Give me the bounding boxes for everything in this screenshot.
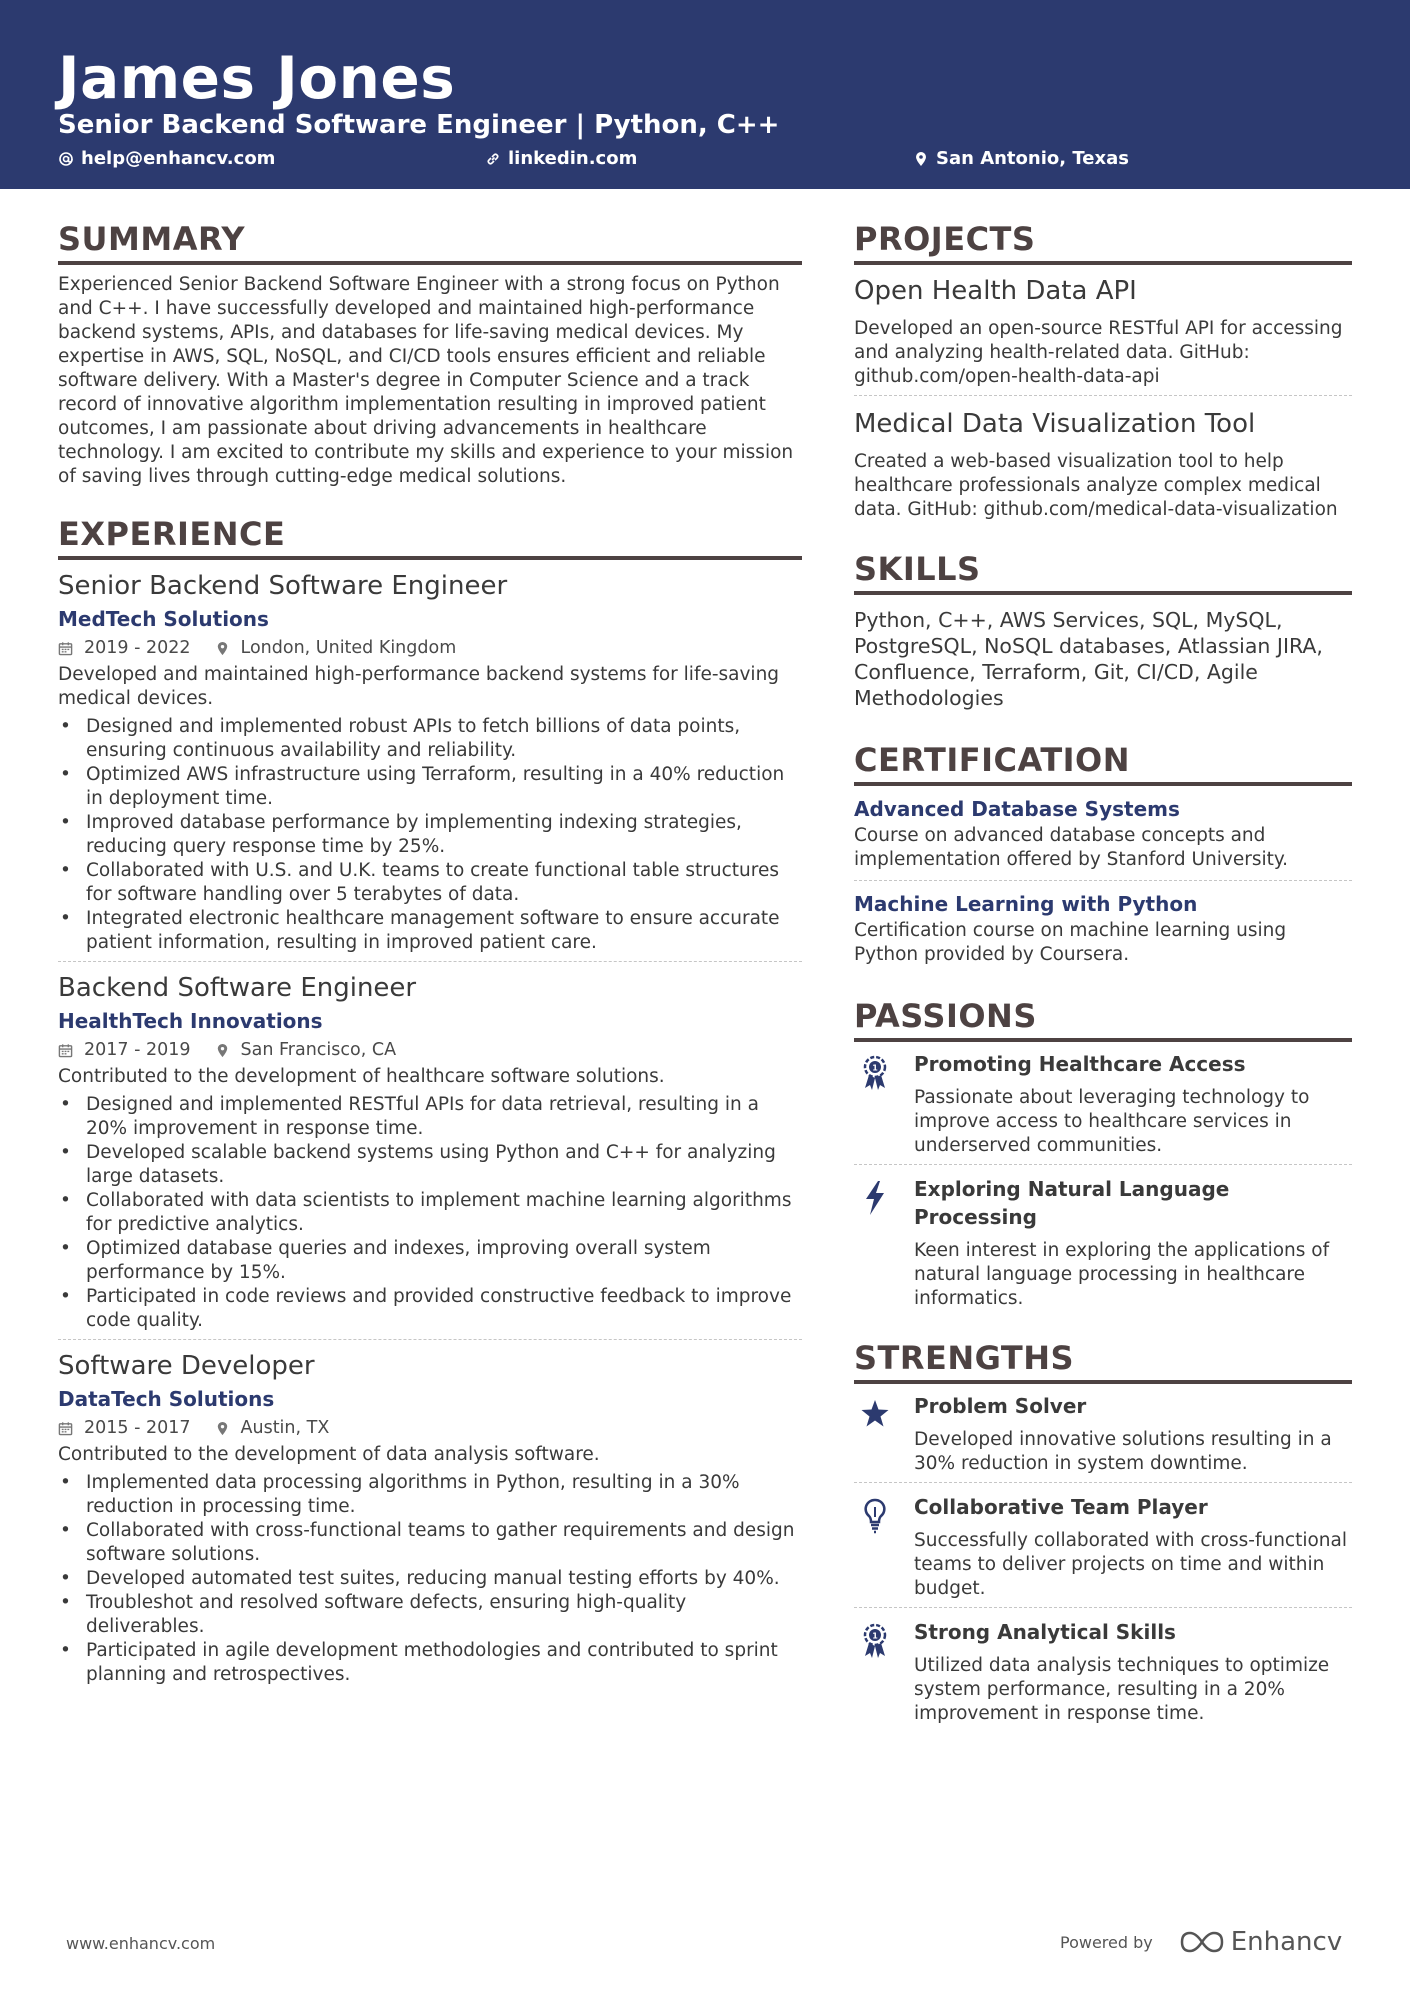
bullet-item: • Collaborated with U.S. and U.K. teams to create functional table structures for software handling over 5 terabytes of data.: [58, 859, 802, 907]
map-pin-icon: [215, 641, 230, 656]
passion-title: Exploring Natural Language Processing: [914, 1177, 1230, 1229]
enhancv-logo[interactable]: [1179, 1927, 1342, 1957]
strength-description: Developed innovative solutions resulting in a 30% reduction in system downtime.: [914, 1429, 1332, 1474]
candidate-headline: Senior Backend Software Engineer | Python, C++: [58, 110, 780, 140]
strength-entry: [854, 1392, 1352, 1483]
job-entry: [58, 970, 802, 1340]
link-icon: [485, 151, 501, 167]
brand-text: Enhancv: [1230, 1927, 1343, 1957]
job-description: Developed and maintained high-performance backend systems for life-saving medical devices.: [58, 664, 780, 709]
location-text: San Antonio, Texas: [936, 148, 1129, 169]
bullet-item: • Optimized AWS infrastructure using Terraform, resulting in a 40% reduction in deployment time.: [58, 763, 802, 811]
passion-entry: [854, 1175, 1352, 1317]
project-description: Created a web-based visualization tool to help healthcare professionals analyze complex medical data. GitHub: github.com/medical-data-visualization: [854, 451, 1338, 520]
summary-text: Experienced Senior Backend Software Engineer with a strong focus on Python and C++. I have successfully developed and maintained high-performance backend systems, APIs, and databases for life-saving medical devices. My expertise in AWS, SQL, NoSQL, and CI/CD tools ensures efficient and reliable software delivery. With a Master's degree in Computer Science and a track record of innovative algorithm implementation resulting in improved patient outcomes, I am passionate about driving advancements in healthcare technology. I am excited to contribute my skills and experience to your mission of saving lives through cutting-edge medical solutions.: [58, 274, 794, 487]
email-text: help@enhancv.com: [81, 148, 276, 169]
job-bullets: [58, 1093, 802, 1333]
strength-description: Utilized data analysis techniques to optimize system performance, resulting in a 20% improvement in response time.: [914, 1655, 1330, 1724]
calendar-icon: [58, 641, 73, 656]
certification-description: Course on advanced database concepts and implementation offered by Stanford University.: [854, 825, 1289, 870]
certification-name: Advanced Database Systems: [854, 797, 1180, 821]
passion-body: [914, 1050, 1352, 1158]
company-name: HealthTech Innovations: [58, 1009, 323, 1033]
company-name: MedTech Solutions: [58, 607, 269, 631]
job-bullets: [58, 715, 802, 955]
bullet-item: • Participated in agile development methodologies and contributed to sprint planning and retrospectives.: [58, 1639, 802, 1687]
strength-body: [914, 1618, 1352, 1726]
bullet-item: • Designed and implemented RESTful APIs for data retrieval, resulting in a 20% improvement in response time.: [58, 1093, 802, 1141]
contact-linkedin[interactable]: [485, 148, 637, 169]
certification-section: [854, 741, 1352, 975]
job-entry: [58, 1348, 802, 1693]
footer-branding: [1060, 1927, 1342, 1957]
strength-entry: [854, 1618, 1352, 1732]
certification-entry: [854, 889, 1352, 975]
bullet-item: • Developed automated test suites, reducing manual testing efforts by 40%.: [58, 1567, 802, 1591]
strength-title: Strong Analytical Skills: [914, 1620, 1176, 1644]
project-entry: [854, 273, 1352, 396]
strength-entry: [854, 1493, 1352, 1608]
job-title: Software Developer: [58, 1351, 315, 1381]
projects-section: [854, 220, 1352, 528]
job-title: Backend Software Engineer: [58, 973, 417, 1003]
passion-body: [914, 1175, 1352, 1311]
map-pin-icon: [215, 1043, 230, 1058]
strength-description: Successfully collaborated with cross-functional teams to deliver projects on time and within budget.: [914, 1530, 1348, 1599]
strengths-section: [854, 1339, 1352, 1732]
job-location: San Francisco, CA: [240, 1040, 397, 1060]
experience-section: [58, 515, 802, 1693]
strength-body: [914, 1392, 1352, 1476]
bullet-item: • Optimized database queries and indexes, improving overall system performance by 15%.: [58, 1237, 802, 1285]
project-entry: [854, 406, 1352, 528]
experience-title: EXPERIENCE: [58, 515, 802, 560]
lightning-bolt-icon: [854, 1175, 914, 1311]
strength-body: [914, 1493, 1352, 1601]
projects-title: PROJECTS: [854, 220, 1352, 265]
job-location: Austin, TX: [240, 1418, 330, 1438]
job-dates: 2017 - 2019: [84, 1040, 191, 1060]
passion-title: Promoting Healthcare Access: [914, 1052, 1246, 1076]
bullet-item: • Troubleshot and resolved software defects, ensuring high-quality deliverables.: [58, 1591, 802, 1639]
right-column: [854, 220, 1352, 1732]
skills-title: SKILLS: [854, 550, 1352, 595]
project-title: Medical Data Visualization Tool: [854, 409, 1256, 439]
passion-description: Passionate about leveraging technology to improve access to healthcare services in underserved communities.: [914, 1087, 1310, 1156]
bullet-item: • Collaborated with cross-functional teams to gather requirements and design software solutions.: [58, 1519, 802, 1567]
job-entry: [58, 568, 802, 962]
company-name: DataTech Solutions: [58, 1387, 275, 1411]
job-meta: [58, 1414, 802, 1442]
powered-by-label: Powered by: [1060, 1932, 1153, 1952]
calendar-icon: [58, 1043, 73, 1058]
skills-section: [854, 550, 1352, 711]
bullet-item: • Improved database performance by implementing indexing strategies, reducing query response time by 25%.: [58, 811, 802, 859]
bullet-item: • Developed scalable backend systems using Python and C++ for analyzing large datasets.: [58, 1141, 802, 1189]
linkedin-text: linkedin.com: [508, 148, 638, 169]
candidate-name: James Jones: [58, 44, 456, 112]
map-pin-icon: [913, 151, 929, 167]
certification-entry: [854, 794, 1352, 881]
resume-header: [0, 0, 1410, 189]
passions-section: [854, 997, 1352, 1317]
job-meta: [58, 634, 802, 662]
certification-name: Machine Learning with Python: [854, 892, 1198, 916]
summary-section: [58, 220, 802, 489]
award-ribbon-icon: [854, 1618, 914, 1726]
passion-description: Keen interest in exploring the applications of natural language processing in healthcare informatics.: [914, 1240, 1330, 1309]
job-description: Contributed to the development of data analysis software.: [58, 1444, 600, 1465]
lightbulb-icon: [854, 1493, 914, 1601]
svg-text:1: 1: [872, 1063, 878, 1073]
job-dates: 2015 - 2017: [84, 1418, 191, 1438]
enhancv-logo-icon: [1179, 1929, 1225, 1955]
star-icon: [854, 1392, 914, 1476]
strength-title: Problem Solver: [914, 1394, 1087, 1418]
contact-email[interactable]: [58, 148, 275, 169]
bullet-item: • Participated in code reviews and provided constructive feedback to improve code quality.: [58, 1285, 802, 1333]
strengths-title: STRENGTHS: [854, 1339, 1352, 1384]
job-location: London, United Kingdom: [240, 638, 457, 658]
project-description: Developed an open-source RESTful API for accessing and analyzing health-related data. GitHub: github.com/open-health-data-api: [854, 318, 1343, 387]
certification-description: Certification course on machine learning using Python provided by Coursera.: [854, 920, 1287, 965]
at-icon: [58, 151, 74, 167]
summary-title: SUMMARY: [58, 220, 802, 265]
skills-list: Python, C++, AWS Services, SQL, MySQL, PostgreSQL, NoSQL databases, Atlassian JIRA, Confluence, Terraform, Git, CI/CD, Agile Methodologies: [854, 608, 1323, 710]
passions-title: PASSIONS: [854, 997, 1352, 1042]
svg-text:1: 1: [872, 1631, 878, 1641]
award-ribbon-icon: [854, 1050, 914, 1158]
passion-entry: [854, 1050, 1352, 1165]
job-title: Senior Backend Software Engineer: [58, 571, 508, 601]
bullet-item: • Implemented data processing algorithms in Python, resulting in a 30% reduction in processing time.: [58, 1471, 802, 1519]
job-bullets: [58, 1471, 802, 1687]
job-description: Contributed to the development of healthcare software solutions.: [58, 1066, 665, 1087]
bullet-item: • Integrated electronic healthcare management software to ensure accurate patient information, resulting in improved patient care.: [58, 907, 802, 955]
calendar-icon: [58, 1421, 73, 1436]
bullet-item: • Collaborated with data scientists to implement machine learning algorithms for predictive analytics.: [58, 1189, 802, 1237]
job-dates: 2019 - 2022: [84, 638, 191, 658]
footer-website[interactable]: www.enhancv.com: [66, 1934, 216, 1953]
strength-title: Collaborative Team Player: [914, 1495, 1208, 1519]
left-column: [58, 220, 802, 1693]
certification-title: CERTIFICATION: [854, 741, 1352, 786]
job-meta: [58, 1036, 802, 1064]
project-title: Open Health Data API: [854, 276, 1137, 306]
bullet-item: • Designed and implemented robust APIs to fetch billions of data points, ensuring continuous availability and reliability.: [58, 715, 802, 763]
contact-location: [913, 148, 1129, 169]
map-pin-icon: [215, 1421, 230, 1436]
